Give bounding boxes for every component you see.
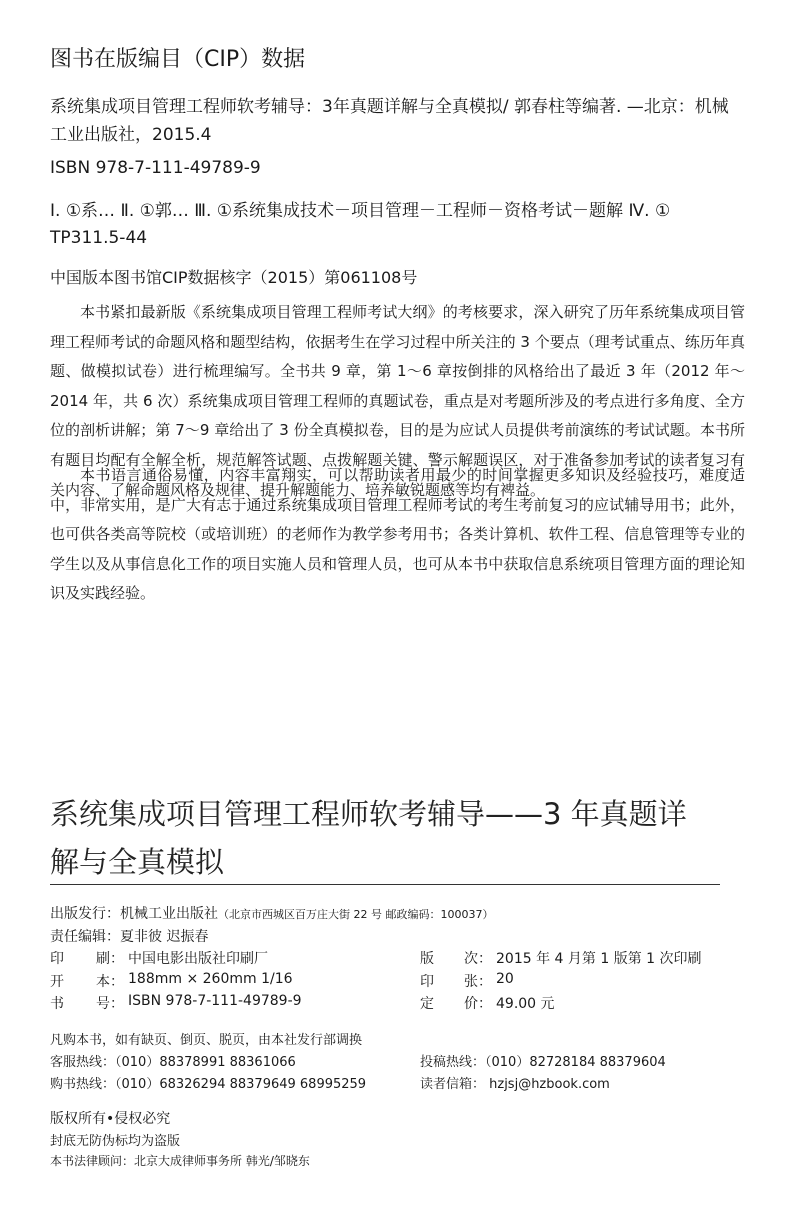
editor-names: 夏非彼 迟振春 (120, 929, 209, 945)
printer-label-b: 刷： (96, 951, 124, 967)
order-hotline: 购书热线：（010）68326294 88379649 68995259 (50, 1077, 367, 1092)
edition-value: 2015 年 4 月第 1 版第 1 次印刷 (496, 951, 702, 967)
book-title-line2: 解与全真模拟 (50, 845, 225, 879)
copyright-notice: 版权所有•侵权必究 (50, 1111, 171, 1127)
editor-label: 责任编辑： (50, 929, 120, 945)
edition-label-a: 版 (420, 951, 434, 967)
sheets-label-a: 印 (420, 974, 434, 990)
customer-hotline: 客服热线：（010）88378991 88361066 (50, 1055, 296, 1070)
sheets-value: 20 (496, 971, 514, 987)
editor-row (50, 926, 208, 946)
title-divider (50, 884, 720, 885)
format-value: 188mm × 260mm 1/16 (128, 971, 293, 987)
format-label-a: 开 (50, 974, 64, 990)
price-value: 49.00 元 (496, 996, 555, 1012)
publisher-address: （北京市西城区百万庄大街 22 号 邮政编码：100037） (218, 908, 494, 921)
cip-classification: Ⅰ. ①系… Ⅱ. ①郭… Ⅲ. ①系统集成技术－项目管理－工程师－资格考试－题解 Ⅳ. ① (50, 201, 671, 221)
description-paragraph-2: 本书语言通俗易懂，内容丰富翔实，可以帮助读者用最少的时间掌握更多知识及经验技巧，难度适中，非常实用，是广大有志于通过系统集成项目管理工程师考试的考生考前复习的应试辅导用书；此外，也可供各类高等院校（或培训班）的老师作为教学参考用书；各类计算机、软件工程、信息管理等专业的学生以及从事信息化工作的项目实施人员和管理人员，也可从本书中获取信息系统项目管理方面的理论知识及实践经验。 (50, 466, 745, 603)
printer-value: 中国电影出版社印刷厂 (128, 951, 268, 967)
exchange-notice: 凡购本书，如有缺页、倒页、脱页，由本社发行部调换 (50, 1033, 363, 1048)
isbn-value: ISBN 978-7-111-49789-9 (128, 993, 302, 1009)
price-label-a: 定 (420, 996, 434, 1012)
edition-label-b: 次： (464, 951, 492, 967)
cip-tp-number: TP311.5-44 (50, 228, 148, 248)
anticounterfeit-notice: 封底无防伪标均为盗版 (50, 1134, 181, 1149)
printer-label-a: 印 (50, 951, 64, 967)
cip-entry-line1: 系统集成项目管理工程师软考辅导：3年真题详解与全真模拟/ 郭春柱等编著. —北京：机械 (50, 97, 729, 117)
legal-counsel: 本书法律顾问：北京大成律师事务所 韩光/邹晓东 (50, 1154, 310, 1168)
price-label-b: 价： (464, 996, 492, 1012)
isbn-label-b: 号： (96, 996, 124, 1012)
cip-isbn: ISBN 978-7-111-49789-9 (50, 158, 261, 178)
description-paragraph-1: 本书紧扣最新版《系统集成项目管理工程师考试大纲》的考核要求，深入研究了历年系统集成项目管理工程师考试的命题风格和题型结构，依据考生在学习过程中所关注的 3 个要点（理考试重点、练历年真题、做模拟试卷）进行梳理编写。全书共 9 章，第 1～6 章按倒排的风格给出了最近 3 年（2012 年～2014 年，共 6 次）系统集成项目管理工程师的真题试卷，重点是对考题所涉及的考点进行多角度、全方位的剖析讲解；第 7～9 章给出了 3 份全真模拟卷，目的是为应试人员提供考前演练的考试试题。本书所有题目均配有全解全析，规范解答试题、点拨解题关键、警示解题误区，对于准备参加考试的读者复习有关内容、了解命题风格及规律、提升解题能力、培养敏锐题感等均有裨益。 (50, 303, 745, 499)
book-title-line1: 系统集成项目管理工程师软考辅导——3 年真题详 (50, 797, 687, 831)
sheets-label-b: 张： (464, 974, 492, 990)
cip-heading: 图书在版编目（CIP）数据 (50, 47, 306, 72)
cip-entry-line2: 工业出版社，2015.4 (50, 125, 212, 145)
reader-email: 读者信箱： hzjsj@hzbook.com (420, 1077, 610, 1092)
publisher-name: 机械工业出版社 (120, 906, 218, 922)
format-label-b: 本： (96, 974, 124, 990)
publisher-row (50, 903, 493, 923)
submission-hotline: 投稿热线：（010）82728184 88379604 (420, 1055, 666, 1070)
cip-data-number: 中国版本图书馆CIP数据核字（2015）第061108号 (50, 268, 418, 287)
publisher-label: 出版发行： (50, 906, 120, 922)
isbn-label-a: 书 (50, 996, 64, 1012)
